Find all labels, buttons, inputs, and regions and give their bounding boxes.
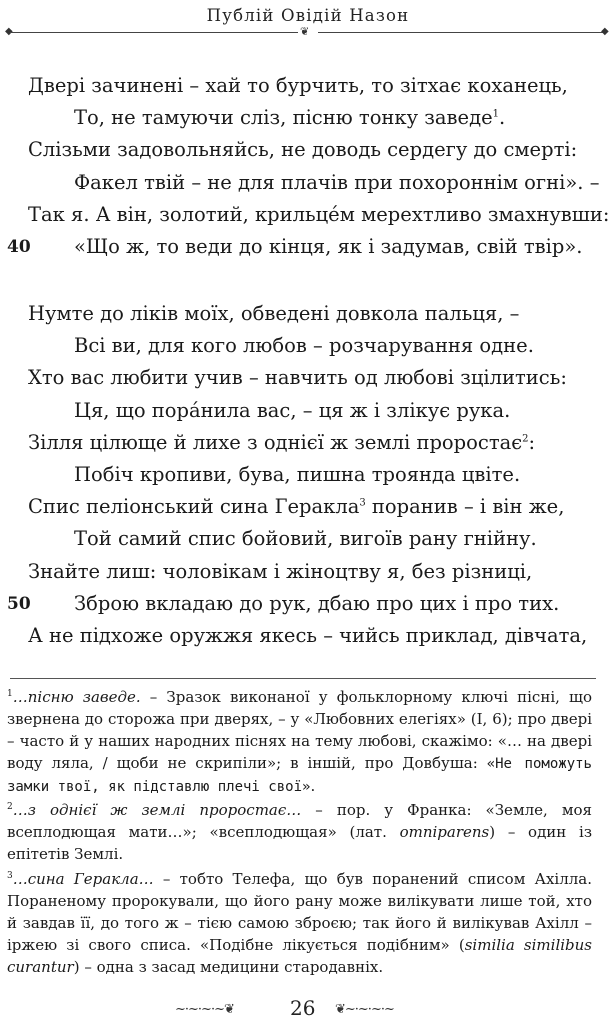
page-footer bbox=[0, 996, 616, 1024]
footnote-3 bbox=[7, 868, 592, 978]
verse-line: Хто вас любити учив – навчить од любові зцілитись: bbox=[28, 366, 567, 390]
header-rule-left bbox=[10, 32, 298, 33]
footnote-text: – пор. у Франка: «Земле, моя всеплодющая мати…»; «всеплодющая» (лат. bbox=[7, 801, 592, 841]
header-rule-right bbox=[318, 32, 606, 33]
verse-line: Слізьми задовольняйсь, не доводь сердегу до смерті: bbox=[28, 138, 578, 162]
footnote-ref: 2 bbox=[522, 433, 529, 445]
verse-line: Побіч кропиви, бува, пишна троянда цвіте. bbox=[74, 463, 521, 486]
vine-ornament-icon: ~·~·~·~❦ bbox=[175, 1002, 234, 1017]
footnote-text: ) – одна з засад медицини стародавніх. bbox=[73, 958, 384, 976]
footnote-ref: 1 bbox=[492, 108, 499, 120]
diamond-ornament-icon: ◆ bbox=[5, 26, 13, 37]
footnote-text: – Зразок виконаної у фольклорному ключі пісні, що звернена до сторожа при дверях, – у «Любовних елегіях» (І, 6); про двері – часто й у наших народних піснях на тему любові, скажімо: «… на двері воду ляла, / щоби не скрипіли»; в іншій, про Довбуша: bbox=[7, 688, 592, 772]
footnote-number: 1 bbox=[7, 689, 13, 699]
footnote-2 bbox=[7, 799, 592, 865]
line-number: 50 bbox=[7, 593, 31, 614]
footnote-text: ) – один із епітетів Землі. bbox=[7, 823, 592, 863]
vine-ornament-icon: ❦~·~·~·~ bbox=[335, 1002, 394, 1017]
verse-line: Так я. А він, золотий, крильцéм мерехтливо змахнувши: bbox=[28, 202, 610, 226]
footnote-latin: omniparens bbox=[399, 823, 490, 841]
footnote-quote: «Не поможуть замки твої, як підставлю плечі свої» bbox=[7, 756, 592, 795]
fleuron-icon: ❦ bbox=[300, 25, 310, 38]
footnote-1 bbox=[7, 686, 592, 798]
footnote-lead: …пісню заведе. bbox=[12, 688, 141, 706]
page-number: 26 bbox=[290, 996, 316, 1020]
footnote-text: – тобто Телефа, що був поранений списом Ахілла. Пораненому пророкували, що його рану може вилікувати лише той, хто й завдав її, до того ж – тією самою зброєю; так його й вилікував Ахілл – іржею зі свого списа. «Подібне лікується подібним» ( bbox=[7, 870, 592, 954]
footnote-ref: 3 bbox=[359, 497, 366, 509]
verse-line: Знайте лиш: чоловікам і жіноцтву я, без різниці, bbox=[28, 559, 533, 583]
verse-line: То, не тамуючи сліз, пісню тонку заведе$^1$. bbox=[74, 106, 506, 130]
verse-line: Ця, що порáнила вас, – ця ж і злікує рука. bbox=[74, 398, 511, 422]
verse-line: А не підхоже оружжя якесь – чийсь приклад, дівчата, bbox=[28, 624, 588, 647]
footnote-latin: similia similibus curantur bbox=[7, 936, 592, 976]
footnote-lead: …сина Геракла… bbox=[12, 870, 154, 888]
diamond-ornament-icon: ◆ bbox=[601, 26, 609, 37]
footnote-text: . bbox=[310, 777, 316, 795]
verse-line: Нумте до ліків моїх, обведені довкола пальця, – bbox=[28, 302, 520, 325]
running-header bbox=[0, 4, 616, 38]
footnote-lead: …з однієї ж землі проростає… bbox=[12, 801, 302, 819]
verse-line: Факел твій – не для плачів при похороннім огні». – bbox=[74, 170, 600, 194]
footnote-separator bbox=[10, 678, 596, 679]
line-number: 40 bbox=[7, 237, 31, 257]
verse-line: Той самий спис бойовий, вигоїв рану гнійну. bbox=[74, 527, 537, 551]
footnote-number: 3 bbox=[7, 871, 13, 881]
verse-line: Зілля цілюще й лихе з однієї ж землі проростає$^2$: bbox=[28, 430, 536, 454]
verse-line: Двері зачинені – хай то бурчить, то зітхає коханець, bbox=[28, 74, 568, 97]
footnote-number: 2 bbox=[7, 802, 13, 812]
verse-line: Всі ви, для кого любов – розчарування одне. bbox=[74, 334, 534, 358]
running-title: Публій Овідій Назон bbox=[206, 6, 410, 25]
verse-line: Спис пеліонський сина Геракла$^3$ поранив – і він же, bbox=[28, 495, 565, 519]
verse-line: «Що ж, то веди до кінця, як і задумав, свій твір». bbox=[74, 235, 583, 258]
verse-line: Зброю вкладаю до рук, дбаю про цих і про тих. bbox=[74, 591, 560, 615]
